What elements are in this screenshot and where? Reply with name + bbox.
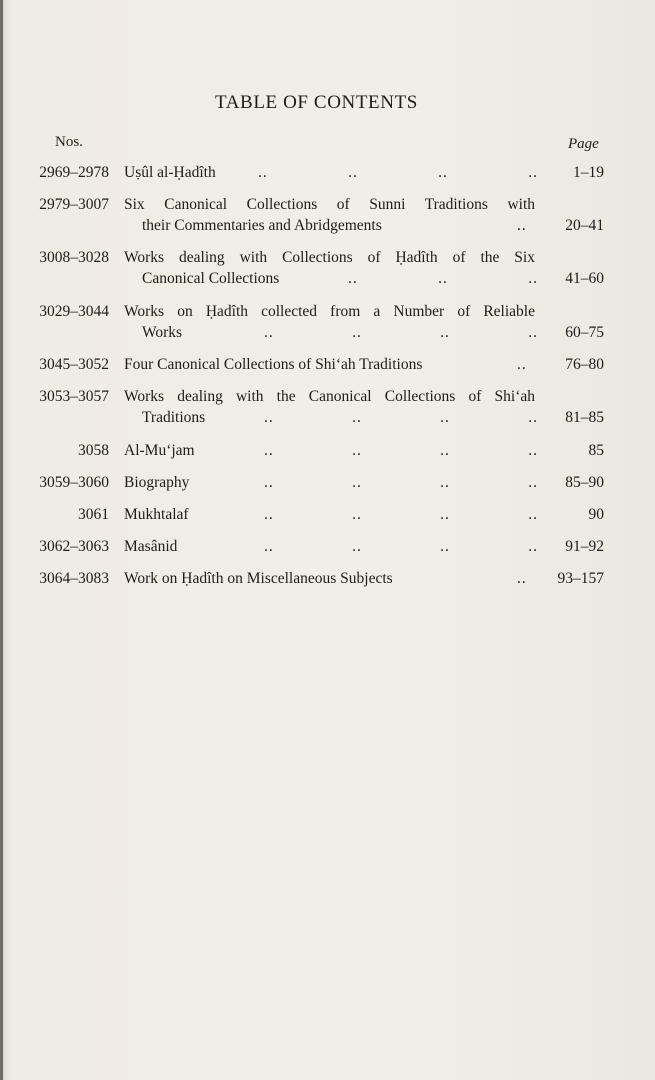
leader-dots: .. .. .. .. xyxy=(264,409,538,426)
toc-entry-number: 3062–3063 xyxy=(39,538,109,555)
toc-entry-page: 91–92 xyxy=(565,538,604,555)
toc-entry-title-line-1: Works dealing with the Canonical Collections of Shi‘ah xyxy=(124,388,535,405)
toc-entry-title-line-2: Canonical Collections xyxy=(142,270,280,287)
toc-entry-page: 60–75 xyxy=(565,324,604,341)
toc-entry-number: 3064–3083 xyxy=(39,570,109,587)
toc-entry-title: Mukhtalaf xyxy=(124,506,189,523)
toc-entry-page: 93–157 xyxy=(557,570,604,587)
toc-entry-number: 3061 xyxy=(78,506,109,523)
toc-entry-page: 1–19 xyxy=(573,164,604,181)
toc-entry-page: 85 xyxy=(588,442,604,459)
toc-entry-page: 20–41 xyxy=(565,217,604,234)
leader-dots: .. xyxy=(517,570,527,587)
toc-entry-title-line-1: Works on Ḥadîth collected from a Number of Reliable xyxy=(124,303,535,320)
toc-entry-title: Work on Ḥadîth on Miscellaneous Subjects xyxy=(124,570,393,587)
toc-entry-title: Biography xyxy=(124,474,190,491)
leader-dots: .. xyxy=(517,356,527,373)
leader-dots: .. .. .. .. xyxy=(264,506,538,523)
leader-dots: .. .. .. .. xyxy=(264,538,538,555)
toc-entry-page: 85–90 xyxy=(565,474,604,491)
toc-entry-title: Al-Mu‘jam xyxy=(124,442,195,459)
toc-entry-number: 2969–2978 xyxy=(39,164,109,181)
toc-entry-title-line-2: their Commentaries and Abridgements xyxy=(142,217,382,234)
leader-dots: .. .. .. .. xyxy=(258,164,538,181)
toc-entry-title-line-1: Six Canonical Collections of Sunni Traditions with xyxy=(124,196,535,213)
page-column-header: Page xyxy=(568,136,599,152)
toc-entry-number: 3029–3044 xyxy=(39,303,109,320)
toc-entry-page: 76–80 xyxy=(565,356,604,373)
toc-entry-title-line-2: Traditions xyxy=(142,409,206,426)
leader-dots: .. .. .. xyxy=(348,270,538,287)
toc-entry-page: 81–85 xyxy=(565,409,604,426)
toc-entry-title: Masânid xyxy=(124,538,178,555)
toc-entry-number: 3008–3028 xyxy=(39,249,109,266)
toc-entry-title: Uṣûl al-Ḥadîth xyxy=(124,164,216,181)
leader-dots: .. .. .. .. xyxy=(264,442,538,459)
toc-entry-page: 90 xyxy=(588,506,604,523)
toc-entry-title-line-2: Works xyxy=(142,324,183,341)
numbers-column-header: Nos. xyxy=(55,134,83,150)
toc-entry-number: 3059–3060 xyxy=(39,474,109,491)
leader-dots: .. xyxy=(517,217,527,234)
toc-entry-number: 3053–3057 xyxy=(39,388,109,405)
toc-entry-title-line-1: Works dealing with Collections of Ḥadîth of the Six xyxy=(124,249,535,266)
toc-entry-number: 2979–3007 xyxy=(39,196,109,213)
leader-dots: .. .. .. .. xyxy=(264,324,538,341)
toc-entry-number: 3058 xyxy=(78,442,109,459)
toc-entry-title: Four Canonical Collections of Shi‘ah Traditions xyxy=(124,356,423,373)
toc-entry-page: 41–60 xyxy=(565,270,604,287)
leader-dots: .. .. .. .. xyxy=(264,474,538,491)
page-spine-edge xyxy=(0,0,3,1080)
toc-entry-number: 3045–3052 xyxy=(39,356,109,373)
page-title: TABLE OF CONTENTS xyxy=(215,92,418,113)
